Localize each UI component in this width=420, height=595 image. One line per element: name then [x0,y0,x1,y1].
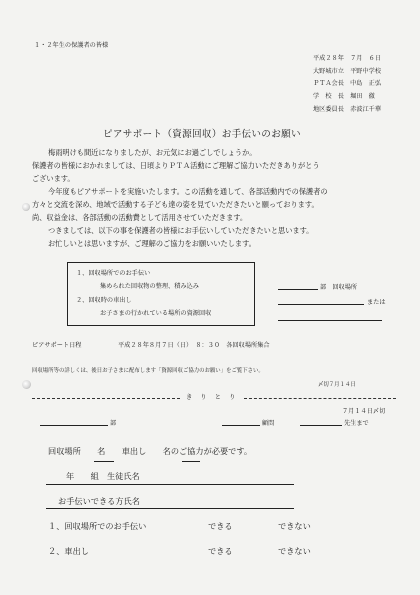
club-suffix: 部 [110,420,117,427]
body-line-2: 保護者の皆様におかれましては、日頃よりＰＴＡ活動にご理解ご協力いただきありがとう [32,161,320,170]
notice-text: 回収場所等の詳しくは、後日お子さまに配布します「資源回収ご協力のお願い」をご覧下さい。 [32,368,264,374]
sender-principal: 学 校 長 堀田 徹 [313,93,375,100]
body-line-1: 梅雨明けも間近になりましたが、お元気にお過ごしでしょうか。 [48,148,257,157]
letter-date: 平成２８年 ７月 ６日 [313,55,382,62]
or-label: または [367,299,386,306]
option-2-label: ２、車出し [48,546,89,556]
sender-pta-chair: ＰＴＡ会長 中島 正弘 [313,80,382,87]
body-line-5: 方々と交流を深め、地域で活動する子ども達の姿を見ていただきたいと願っております。 [32,200,319,209]
task-1-heading: １、回収場所でのお手伝い [76,270,151,277]
body-line-6: 尚、収益金は、各部活動の活動費として活用させていただきます。 [32,213,248,222]
collection-place-label: 部 回収場所 [320,284,358,291]
option-1-can[interactable]: できる [208,521,233,531]
schedule-label: ピアサポート日程 [32,342,82,349]
student-name-label: 年 組 生徒氏名 [66,471,140,481]
student-name-line[interactable] [46,484,294,485]
place-blank-line [278,304,364,305]
club-name-line[interactable] [40,425,108,426]
option-1-label: １、回収場所でのお手伝い [48,521,147,531]
helper-name-line[interactable] [46,508,294,509]
help-needed-text: 回収場所 名 車出し 名のご協力が必要です。 [48,446,253,456]
cut-line-left [32,398,180,399]
body-line-4: 今年度もピアサポートを実施いたします。この活動を通して、各部活動内での保護者の [48,187,328,196]
sender-school: 大野城市立 平野中学校 [313,68,382,75]
reply-deadline: ７月１４日〆切 [342,408,386,415]
option-2-can[interactable]: できる [208,546,233,556]
club-blank-line [278,289,318,290]
letter-title: ピアサポート（資源回収）お手伝いのお願い [103,129,301,140]
punch-hole-mark [22,380,31,389]
option-2-cannot[interactable]: できない [278,546,311,556]
option-1-cannot[interactable]: できない [278,521,311,531]
schedule-value: 平成２８年８月７日（日） ８：３０ 各回収場所集合 [118,342,270,349]
deadline-note: 〆切７月１４日 [318,382,356,388]
mid-blank-line[interactable] [222,425,260,426]
task-2-heading: ２、回収時の車出し [76,297,132,304]
cut-line-right [244,398,396,399]
sender-district-chair: 地区委員長 赤波江千華 [313,106,382,113]
addressee: １・２年生の保護者の皆様 [34,42,109,49]
mid-label: 顧問 [262,420,275,427]
punch-hole-mark [22,203,30,211]
task-1-detail: 集められた回収物の整理、積み込み [100,283,199,290]
teacher-name-line[interactable] [300,425,342,426]
alt-place-blank-line [278,320,382,321]
body-line-7: つきましては、以下の事を保護者の皆様にお手伝いしていただきたいと思います。 [48,226,314,235]
body-line-3: ございます。 [32,174,75,183]
helper-name-label: お手伝いできる方氏名 [58,496,140,506]
collection-count-line[interactable] [94,461,114,462]
teacher-suffix: 先生まで [344,420,369,427]
cut-line-label: き り と り [186,394,237,401]
body-line-8: お忙しいとは思いますが、ご理解のご協力をお願いいたします。 [48,239,256,248]
car-count-line[interactable] [182,461,200,462]
task-2-detail: お子さまの行かれている場所の資源回収 [100,310,212,317]
